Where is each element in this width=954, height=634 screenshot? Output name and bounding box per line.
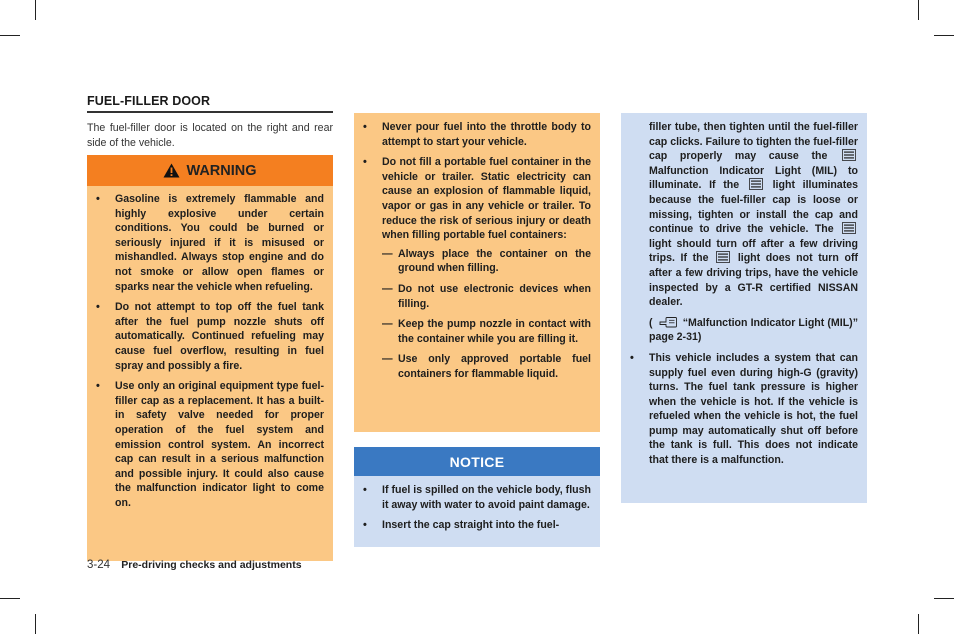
warning-item: [354, 155, 591, 381]
warning-title: WARNING: [186, 162, 257, 179]
intro-paragraph: The fuel-filler door is located on the right and rear side of the vehicle.: [87, 122, 333, 149]
warning-item: • Do not attempt to top off the fuel tank after the fuel pump nozzle shuts off automatically. Continued refueling may cause fuel overflow, resulting in fuel spray and possibly a fire.: [87, 300, 324, 373]
warning-item: • Never pour fuel into the throttle body to attempt to start your vehicle.: [354, 120, 591, 149]
notice-item: • If fuel is spilled on the vehicle body, flush it away with water to avoid paint damage.: [354, 483, 591, 512]
crop-mark: [35, 0, 36, 20]
crop-mark: [934, 598, 954, 599]
notice-title: NOTICE: [449, 453, 505, 470]
notice-header: [354, 447, 600, 476]
notice-item: • This vehicle includes a system that can supply fuel even during high-G (gravity) turns. The fuel tank pressure is higher when the vehicle is hot. If the vehicle is refueled when the vehicle is hot, the fuel pump may automatically shut off before the tank is full. This does not indicate that there is a malfunction.: [621, 351, 858, 468]
section-title: FUEL-FILLER DOOR: [87, 94, 333, 113]
warning-item-text: Do not fill a portable fuel container in the vehicle or trailer. Static electricity can cause an explosion of flammable liquid, vapor or gas in any vehicle or trailer. To reduce the risk of serious injury or death when filling portable fuel containers:: [382, 156, 591, 242]
service-engine-soon-icon: [842, 222, 856, 234]
chapter-title: Pre-driving checks and adjustments: [121, 559, 302, 571]
crop-mark: [934, 35, 954, 36]
warning-subitem: — Do not use electronic devices when filling.: [382, 282, 591, 311]
notice-item: • Insert the cap straight into the fuel-: [354, 518, 591, 533]
warning-item: • Use only an original equipment type fuel-filler cap as a replacement. It has a built-in safety valve needed for proper operation of the fuel system and emission control system. An incorrect cap can result in a serious malfunction and possible injury. It could also cause the malfunction indicator light to come on.: [87, 379, 324, 510]
warning-subitem: — Keep the pump nozzle in contact with the container while you are filling it.: [382, 317, 591, 346]
warning-subitem: — Use only approved portable fuel containers for flammable liquid.: [382, 352, 591, 381]
crop-mark: [918, 614, 919, 634]
notice-paragraph: filler tube, then tighten until the fuel-filler cap clicks. Failure to tighten the fuel-filler cap properly may cause the Malfunction Indicator Light (MIL) to illuminate. If the light illuminates because the fuel-filler cap is loose or missing, tighten or install the cap and continue to drive the vehicle. The light should turn off after a few driving trips. If the light does not turn off after a few driving trips, have the vehicle inspected by a GT-R certified NISSAN dealer.: [649, 121, 859, 309]
warning-header: [87, 155, 333, 186]
cross-reference[interactable]: ( “Malfunction Indicator Light (MIL)” page 2-31): [649, 316, 858, 344]
service-engine-soon-icon: [842, 149, 856, 161]
notice-box: [354, 447, 600, 547]
warning-subitem: — Always place the container on the ground when filling.: [382, 247, 591, 276]
warning-body: [87, 186, 333, 561]
warning-box-continued: [354, 113, 600, 432]
crop-mark: [0, 598, 20, 599]
crop-mark: [35, 614, 36, 634]
warning-box: [87, 155, 333, 561]
service-engine-soon-icon: [716, 251, 730, 263]
crop-mark: [0, 35, 20, 36]
warning-triangle-icon: [163, 163, 180, 178]
service-engine-soon-icon: [749, 178, 763, 190]
notice-body: [354, 476, 600, 547]
notice-box-continued: [621, 113, 867, 503]
page-number: 3-24: [87, 559, 111, 571]
page-footer: [87, 559, 302, 571]
crop-mark: [918, 0, 919, 20]
warning-item: • Gasoline is extremely flammable and highly explosive under certain conditions. You could be burned or seriously injured if it is misused or mishandled. Always stop engine and do not smoke or allow open flames or sparks near the vehicle when refueling.: [87, 192, 324, 294]
pointing-hand-icon: [658, 316, 678, 328]
